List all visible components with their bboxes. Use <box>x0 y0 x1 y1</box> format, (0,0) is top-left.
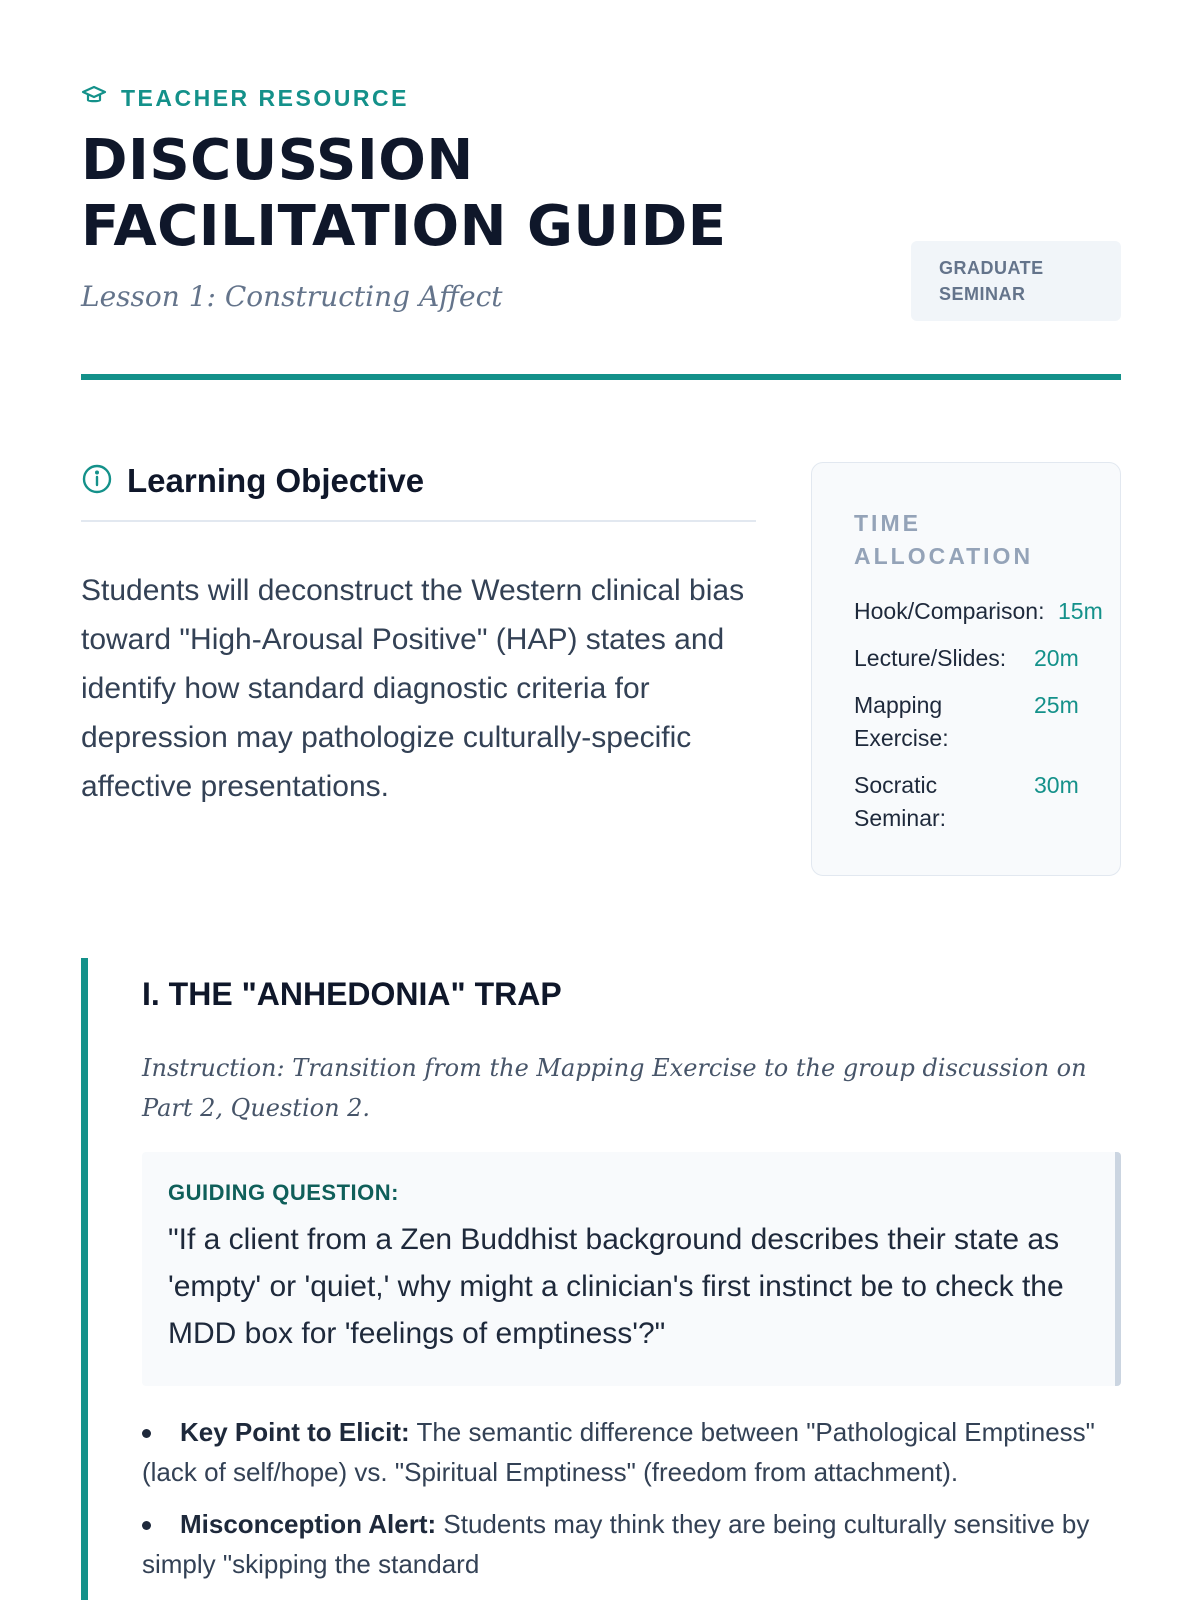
time-activity: Lecture/Slides: <box>854 645 1007 671</box>
point-text: The semantic difference between "Pathological Emptiness" (lack of self/hope) vs. "Spiritual Emptiness" (freedom from attachment). <box>142 1417 1095 1487</box>
title-line-2: FACILITATION GUIDE <box>81 194 727 259</box>
bullet-icon <box>142 1429 151 1438</box>
time-activity: Hook/Comparison: <box>854 598 1045 624</box>
time-row <box>854 769 1120 835</box>
time-activity: Mapping Exercise: <box>854 692 949 751</box>
lesson-subtitle: Lesson 1: Constructing Affect <box>81 280 503 313</box>
header-divider <box>81 374 1121 380</box>
time-allocation-list <box>854 595 1120 835</box>
info-circle-icon <box>81 463 113 500</box>
learning-objective-text: Students will deconstruct the Western clinical bias toward "High-Arousal Positive" (HAP) states and identify how standard diagnostic criteria for depression may pathologize culturally-specific affective presentations. <box>81 574 745 803</box>
guiding-question-label: GUIDING QUESTION: <box>168 1180 399 1205</box>
learning-objective-heading: Learning Objective <box>127 462 425 499</box>
page-title <box>81 128 821 260</box>
guiding-question-box <box>142 1152 1121 1386</box>
section-instruction: Instruction: Transition from the Mapping Exercise to the group discussion on Part 2, Question 2. <box>142 1054 1087 1122</box>
title-line-1: DISCUSSION <box>81 128 474 193</box>
section-title: I. THE "ANHEDONIA" TRAP <box>142 976 562 1012</box>
bullet-icon <box>142 1521 151 1530</box>
time-activity: Socratic Seminar: <box>854 772 947 831</box>
time-minutes: 30m <box>1034 772 1079 798</box>
list-item <box>142 1412 1121 1492</box>
badge-line-2: SEMINAR <box>939 284 1026 304</box>
learning-objective-header <box>81 462 424 500</box>
anhedonia-trap-section <box>81 958 1121 1600</box>
badge-line-1: GRADUATE <box>939 258 1044 278</box>
time-minutes: 25m <box>1034 692 1079 718</box>
list-item <box>142 1504 1121 1584</box>
graduate-seminar-badge <box>911 241 1121 321</box>
point-text: Students may think they are being culturally sensitive by simply "skipping the standard <box>142 1509 1090 1579</box>
key-points-list <box>142 1412 1121 1596</box>
graduation-cap-icon <box>81 84 107 112</box>
time-minutes: 20m <box>1034 645 1079 671</box>
objective-divider <box>81 520 756 522</box>
time-minutes: 15m <box>1058 598 1103 624</box>
time-row <box>854 595 1120 628</box>
point-lead: Misconception Alert: <box>180 1509 437 1539</box>
time-row <box>854 642 1120 675</box>
eyebrow-label: TEACHER RESOURCE <box>121 84 409 111</box>
guiding-question-text: "If a client from a Zen Buddhist background describes their state as 'empty' or 'quiet,' why might a clinician's first instinct be to check the MDD box for 'feelings of emptiness'?" <box>168 1223 1064 1350</box>
time-allocation-card <box>811 462 1121 876</box>
teacher-resource-eyebrow <box>81 84 409 112</box>
time-allocation-label: TIME ALLOCATION <box>854 510 1034 569</box>
point-lead: Key Point to Elicit: <box>180 1417 410 1447</box>
time-row <box>854 689 1120 755</box>
